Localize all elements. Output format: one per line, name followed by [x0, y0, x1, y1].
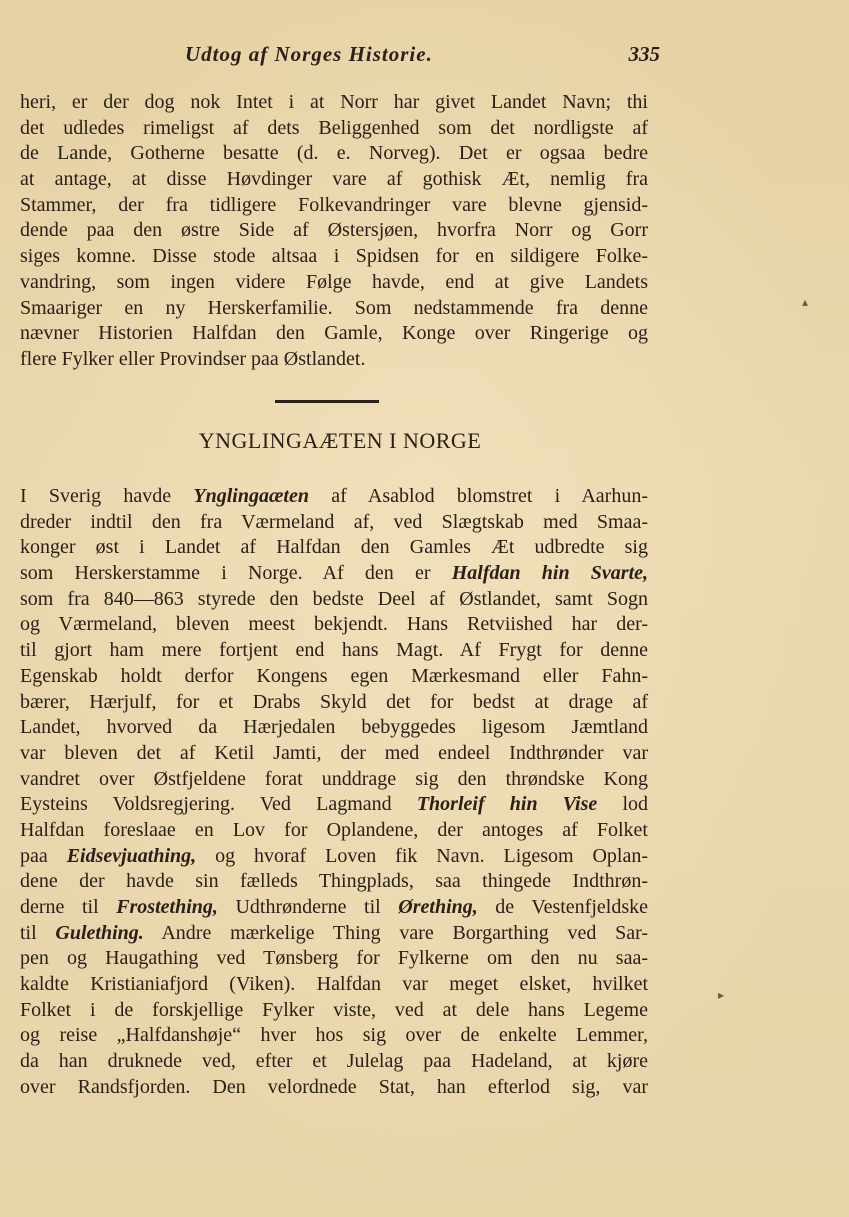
running-head [20, 38, 660, 72]
text-segment: kaldte Kristianiafjord (Viken). Halfdan var meget elsket, hvilket [20, 973, 648, 996]
text-line [20, 792, 648, 818]
emphasized-name: Gulething. [55, 921, 144, 944]
text-segment: Eysteins Voldsregjering. Ved Lagmand [20, 793, 417, 816]
text-line: siges komne. Disse stode altsaa i Spidsen for en sildigere Folke- [20, 245, 648, 268]
text-line [20, 921, 648, 947]
text-segment: Halfdan foreslaae en Lov for Oplandene, der antoges af Folket [20, 818, 648, 841]
text-line [20, 767, 648, 793]
text-line [20, 1023, 648, 1049]
margin-mark: ▴ [802, 295, 809, 309]
text-line [20, 895, 648, 921]
text-line [20, 690, 648, 716]
text-line [20, 638, 648, 664]
text-line [20, 535, 648, 561]
text-segment: af Asablod blomstret i Aarhun- [308, 485, 648, 507]
paragraph-1 [20, 90, 648, 373]
text-segment: til gjort ham mere fortjent end hans Magt. Af Frygt for denne [20, 639, 648, 662]
text-line [20, 1049, 648, 1075]
text-line [20, 484, 648, 510]
text-segment: til [20, 921, 56, 944]
text-line [20, 561, 648, 587]
text-line [20, 972, 648, 998]
text-segment: derne til [20, 896, 117, 918]
text-segment: som Herskerstamme i Norge. Af den er [20, 562, 452, 585]
text-segment: pen og Haugathing ved Tønsberg for Fylkerne om den nu saa- [20, 947, 648, 970]
text-line [20, 715, 648, 741]
running-title: Udtog af Norges Historie. [185, 42, 433, 66]
text-line: Stammer, der fra tidligere Folkevandringer vare blevne gjensid- [20, 193, 648, 216]
text-segment: og Værmeland, bleven meest bekjendt. Hans Retviished har der- [20, 613, 648, 636]
text-segment: Andre mærkelige Thing vare Borgarthing ved Sar- [143, 921, 648, 944]
text-segment: og reise „Halfdanshøje“ hver hos sig over de enkelte Lemmer, [20, 1024, 648, 1047]
text-segment: de Vestenfjeldske [477, 896, 648, 918]
text-line [20, 818, 648, 844]
text-line: at antage, at disse Høvdinger vare af gothisk Æt, nemlig fra [20, 168, 648, 191]
text-line [20, 946, 648, 972]
emphasized-name: Frostething, [116, 896, 218, 918]
emphasized-name: Halfdan hin Svarte, [451, 562, 648, 585]
text-line: dende paa den østre Side af Østersjøen, hvorfra Norr og Gorr [20, 219, 648, 242]
text-line: nævner Historien Halfdan den Gamle, Konge over Ringerige og [20, 322, 648, 345]
text-segment: og hvoraf Loven fik Navn. Ligesom Oplan- [196, 844, 648, 867]
text-segment: vandret over Østfjeldene forat unddrage sig den thrøndske Kong [20, 767, 648, 790]
text-segment: over Randsfjorden. Den velordnede Stat, han efterlod sig, var [20, 1075, 648, 1098]
page-number: 335 [628, 42, 660, 66]
emphasized-name: Thorleif hin Vise [416, 793, 598, 816]
text-segment: konger øst i Landet af Halfdan den Gamles Æt udbredte sig [20, 536, 648, 559]
text-line: Smaariger en ny Herskerfamilie. Som nedstammende fra denne [20, 296, 648, 319]
text-line [20, 741, 648, 767]
text-segment: dreder indtil den fra Værmeland af, ved Slægtskab med Smaa- [20, 510, 648, 533]
text-line: heri, er der dog nok Intet i at Norr har givet Landet Navn; thi [20, 91, 648, 113]
text-line [20, 1075, 648, 1101]
text-line [20, 998, 648, 1024]
text-line: flere Fylker eller Provindser paa Østlandet. [20, 347, 366, 370]
text-line [20, 664, 648, 690]
section-heading: YNGLINGAÆTEN I NORGE [198, 428, 482, 453]
text-segment: Udthrønderne til [217, 896, 399, 918]
text-line [20, 612, 648, 638]
margin-mark: ▸ [718, 988, 725, 1002]
text-line: de Lande, Gotherne besatte (d. e. Norveg). Det er ogsaa bedre [20, 142, 648, 165]
text-line [20, 844, 648, 870]
text-segment: I Sverig havde [20, 485, 194, 507]
emphasized-name: Eidsevjuathing, [66, 844, 197, 867]
text-segment: bærer, Hærjulf, for et Drabs Skyld det for bedst at drage af [20, 690, 648, 713]
text-line: vandring, som ingen videre Følge havde, end at give Landets [20, 270, 648, 293]
text-line: det udledes rimeligst af dets Beliggenhed som det nordligste af [20, 116, 648, 139]
text-segment: Landet, hvorved da Hærjedalen bebyggedes ligesom Jæmtland [20, 716, 648, 739]
text-segment: Egenskab holdt derfor Kongens egen Mærkesmand eller Fahn- [20, 664, 648, 687]
text-line [20, 587, 648, 613]
text-segment: som fra 840—863 styrede den bedste Deel af Østlandet, samt Sogn [20, 587, 648, 610]
emphasized-name: Ørething, [398, 896, 478, 918]
text-line [20, 869, 648, 895]
section-divider [275, 400, 379, 403]
text-segment: Folket i de forskjellige Fylker viste, ved at dele hans Legeme [20, 998, 648, 1021]
text-line [20, 510, 648, 536]
text-segment: lod [597, 793, 649, 816]
emphasized-name: Ynglingaæten [193, 485, 309, 507]
paragraph-2 [20, 484, 648, 1101]
text-segment: paa [20, 844, 67, 867]
text-segment: da han druknede ved, efter et Julelag paa Hadeland, at kjøre [20, 1050, 648, 1073]
text-segment: dene der havde sin fælleds Thingplads, saa thingede Indthrøn- [20, 870, 648, 893]
text-segment: var bleven det af Ketil Jamti, der med endeel Indthrønder var [20, 741, 648, 764]
